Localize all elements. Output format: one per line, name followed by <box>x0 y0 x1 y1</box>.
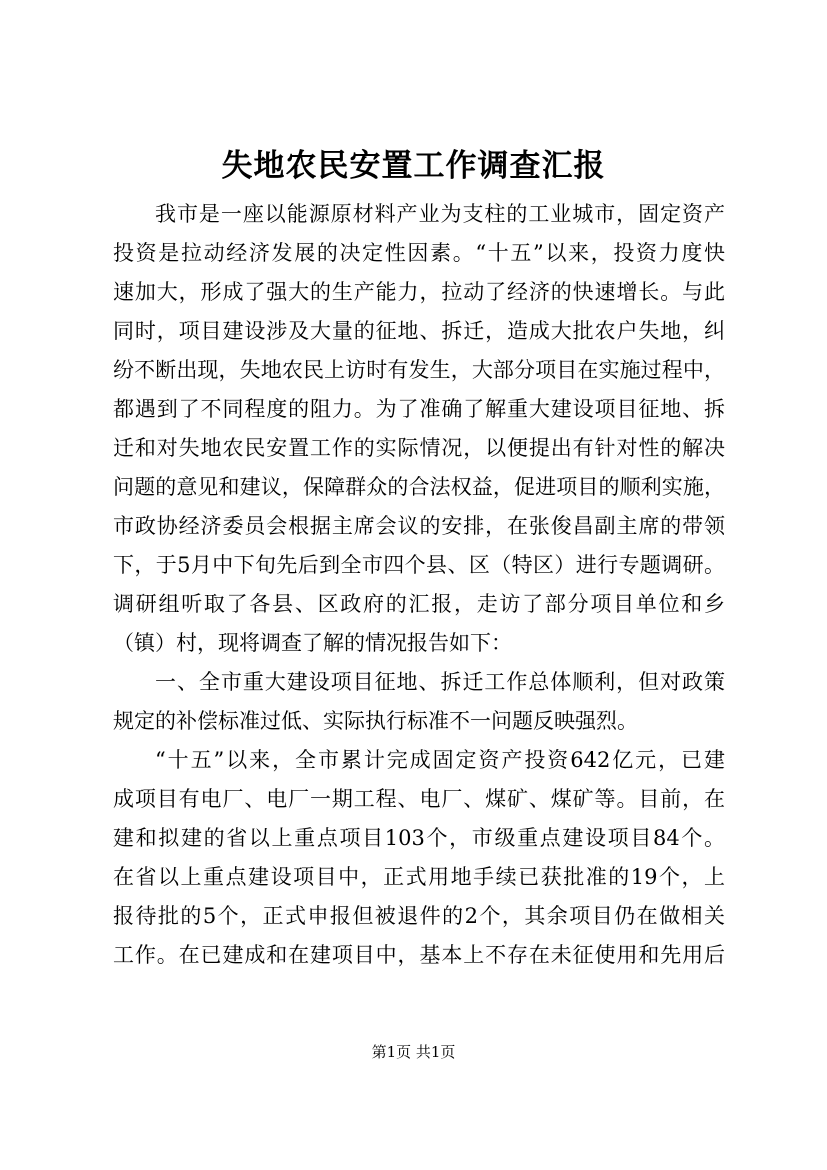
text-line: 投资是拉动经济发展的决定性因素。“十五”以来，投资力度快 <box>113 241 725 265</box>
text-line: 调研组听取了各县、区政府的汇报，走访了部分项目单位和乡 <box>113 592 725 616</box>
text-line: 我市是一座以能源原材料产业为支柱的工业城市，固定资产 <box>155 202 725 226</box>
text-line: 成项目有电厂、电厂一期工程、电厂、煤矿、煤矿等。目前，在 <box>113 787 725 811</box>
text-line: 报待批的5个，正式申报但被退件的2个，其余项目仍在做相关 <box>113 904 725 928</box>
text-line: 同时，项目建设涉及大量的征地、拆迁，造成大批农户失地，纠 <box>113 319 725 343</box>
text-line: 规定的补偿标准过低、实际执行标准不一问题反映强烈。 <box>113 709 638 733</box>
page-footer: 第1页 共1页 <box>371 1043 456 1061</box>
text-line: 在省以上重点建设项目中，正式用地手续已获批准的19个，上 <box>113 865 725 889</box>
text-line: 工作。在已建成和在建项目中，基本上不存在未征使用和先用后 <box>113 943 725 967</box>
text-line: 速加大，形成了强大的生产能力，拉动了经济的快速增长。与此 <box>113 280 725 304</box>
text-line: 纷不断出现，失地农民上访时有发生，大部分项目在实施过程中， <box>113 358 725 382</box>
text-line: 都遇到了不同程度的阻力。为了准确了解重大建设项目征地、拆 <box>113 397 725 421</box>
document-title: 失地农民安置工作调查汇报 <box>221 148 606 184</box>
text-line: 问题的意见和建议，保障群众的合法权益，促进项目的顺利实施， <box>113 475 725 499</box>
text-line: “十五”以来，全市累计完成固定资产投资642亿元，已建 <box>155 748 725 772</box>
text-line: 一、全市重大建设项目征地、拆迁工作总体顺利，但对政策 <box>155 670 725 694</box>
text-line: 市政协经济委员会根据主席会议的安排，在张俊昌副主席的带领 <box>113 514 725 538</box>
document-body <box>113 195 725 975</box>
text-line: （镇）村，现将调查了解的情况报告如下： <box>113 631 512 655</box>
text-line: 下，于5月中下旬先后到全市四个县、区（特区）进行专题调研。 <box>113 553 725 577</box>
text-line: 迁和对失地农民安置工作的实际情况，以便提出有针对性的解决 <box>113 436 725 460</box>
text-line: 建和拟建的省以上重点项目103个，市级重点建设项目84个。 <box>113 826 725 850</box>
